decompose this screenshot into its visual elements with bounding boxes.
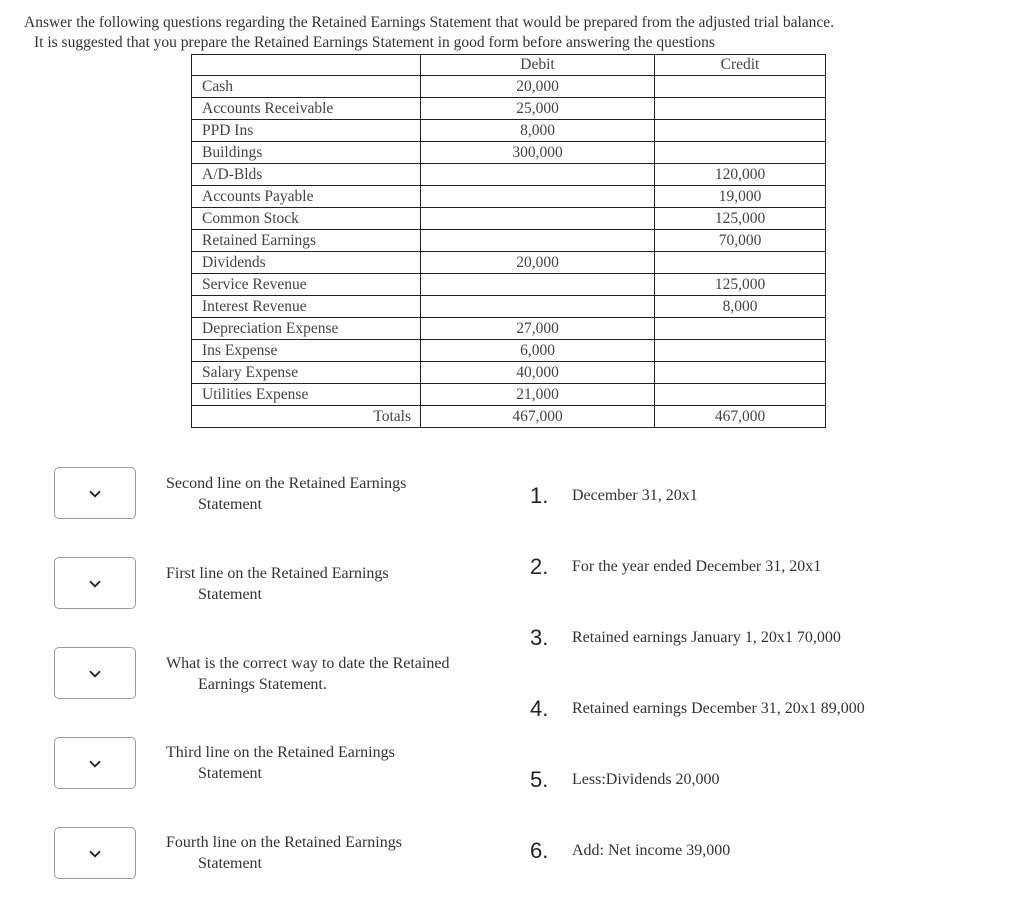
debit-amount: 21,000	[421, 384, 655, 406]
table-row	[192, 98, 826, 120]
account-name: Salary Expense	[192, 362, 421, 384]
table-row	[192, 164, 826, 186]
debit-amount: 8,000	[421, 120, 655, 142]
answer-dropdown-5[interactable]	[54, 827, 136, 879]
account-name: Ins Expense	[192, 340, 421, 362]
credit-amount: 125,000	[655, 208, 826, 230]
option-text: Retained earnings January 1, 20x1 70,000	[572, 629, 841, 646]
account-name: Depreciation Expense	[192, 318, 421, 340]
instructions-line-1: Answer the following questions regarding the Retained Earnings Statement that would be prepared from the adjusted trial balance.	[24, 14, 835, 31]
credit-amount	[655, 120, 826, 142]
question-text-cont: Earnings Statement.	[198, 675, 327, 693]
debit-amount: 6,000	[421, 340, 655, 362]
account-name: Buildings	[192, 142, 421, 164]
chevron-down-icon	[89, 850, 101, 858]
chevron-down-icon	[89, 670, 101, 678]
answer-dropdown-3[interactable]	[54, 647, 136, 699]
table-row	[192, 384, 826, 406]
debit-amount: 40,000	[421, 362, 655, 384]
header-credit: Credit	[655, 55, 826, 76]
debit-amount: 300,000	[421, 142, 655, 164]
credit-amount: 125,000	[655, 274, 826, 296]
answer-dropdown-4[interactable]	[54, 737, 136, 789]
debit-amount: 27,000	[421, 318, 655, 340]
account-name: Dividends	[192, 252, 421, 274]
question-text: Third line on the Retained Earnings	[166, 744, 395, 761]
table-row	[192, 274, 826, 296]
totals-label: Totals	[192, 406, 421, 428]
option-item-6	[530, 837, 730, 865]
option-number: 2.	[530, 554, 549, 579]
option-text: Add: Net income 39,000	[572, 842, 731, 859]
question-1	[166, 474, 506, 515]
option-text: Less:Dividends 20,000	[572, 771, 720, 788]
totals-row	[192, 406, 826, 428]
debit-amount	[421, 164, 655, 186]
table-row	[192, 362, 826, 384]
debit-amount	[421, 296, 655, 318]
debit-amount	[421, 230, 655, 252]
table-row	[192, 208, 826, 230]
debit-amount: 25,000	[421, 98, 655, 120]
question-3	[166, 654, 506, 695]
credit-amount	[655, 384, 826, 406]
option-item-2	[530, 553, 821, 581]
credit-amount: 8,000	[655, 296, 826, 318]
option-text: For the year ended December 31, 20x1	[572, 558, 822, 575]
totals-debit: 467,000	[421, 406, 655, 428]
table-row	[192, 142, 826, 164]
question-text-cont: Statement	[198, 764, 262, 782]
option-item-4	[530, 695, 865, 723]
account-name: Accounts Payable	[192, 186, 421, 208]
account-name: Cash	[192, 76, 421, 98]
question-text-cont: Statement	[198, 495, 262, 513]
account-name: A/D-Blds	[192, 164, 421, 186]
question-text: Fourth line on the Retained Earnings	[166, 834, 402, 851]
table-row	[192, 186, 826, 208]
table-row	[192, 76, 826, 98]
header-debit: Debit	[421, 55, 655, 76]
table-row	[192, 296, 826, 318]
debit-amount: 20,000	[421, 76, 655, 98]
instructions-line-2: It is suggested that you prepare the Retained Earnings Statement in good form before answering the questions	[34, 34, 715, 51]
credit-amount: 19,000	[655, 186, 826, 208]
question-text-cont: Statement	[198, 585, 262, 603]
credit-amount	[655, 318, 826, 340]
credit-amount	[655, 98, 826, 120]
credit-amount	[655, 142, 826, 164]
chevron-down-icon	[89, 760, 101, 768]
option-item-1	[530, 482, 698, 510]
account-name: Utilities Expense	[192, 384, 421, 406]
question-5	[166, 833, 506, 874]
question-text-cont: Statement	[198, 854, 262, 872]
account-name: Common Stock	[192, 208, 421, 230]
question-text: What is the correct way to date the Retained	[166, 655, 450, 672]
answer-dropdown-2[interactable]	[54, 557, 136, 609]
question-2	[166, 564, 506, 605]
option-text: December 31, 20x1	[572, 487, 698, 504]
credit-amount	[655, 252, 826, 274]
credit-amount	[655, 340, 826, 362]
credit-amount	[655, 76, 826, 98]
instructions	[0, 12, 1024, 54]
table-row	[192, 120, 826, 142]
option-item-5	[530, 766, 720, 794]
question-text: First line on the Retained Earnings	[166, 565, 389, 582]
debit-amount	[421, 208, 655, 230]
option-item-3	[530, 624, 841, 652]
option-number: 4.	[530, 696, 549, 721]
account-name: Accounts Receivable	[192, 98, 421, 120]
option-number: 3.	[530, 625, 549, 650]
table-row	[192, 252, 826, 274]
chevron-down-icon	[89, 580, 101, 588]
option-number: 1.	[530, 483, 549, 508]
totals-credit: 467,000	[655, 406, 826, 428]
option-text: Retained earnings December 31, 20x1 89,000	[572, 700, 865, 717]
credit-amount	[655, 362, 826, 384]
account-name: PPD Ins	[192, 120, 421, 142]
debit-amount	[421, 186, 655, 208]
question-4	[166, 743, 506, 784]
question-text: Second line on the Retained Earnings	[166, 475, 407, 492]
account-name: Service Revenue	[192, 274, 421, 296]
account-name: Interest Revenue	[192, 296, 421, 318]
table-row	[192, 230, 826, 252]
table-header-row	[192, 55, 826, 76]
credit-amount: 70,000	[655, 230, 826, 252]
table-row	[192, 318, 826, 340]
option-number: 6.	[530, 838, 549, 863]
table-row	[192, 340, 826, 362]
chevron-down-icon	[89, 490, 101, 498]
debit-amount	[421, 274, 655, 296]
account-name: Retained Earnings	[192, 230, 421, 252]
adjusted-trial-balance-table	[191, 54, 826, 428]
option-number: 5.	[530, 767, 549, 792]
credit-amount: 120,000	[655, 164, 826, 186]
header-account	[192, 55, 421, 76]
answer-dropdown-1[interactable]	[54, 467, 136, 519]
debit-amount: 20,000	[421, 252, 655, 274]
